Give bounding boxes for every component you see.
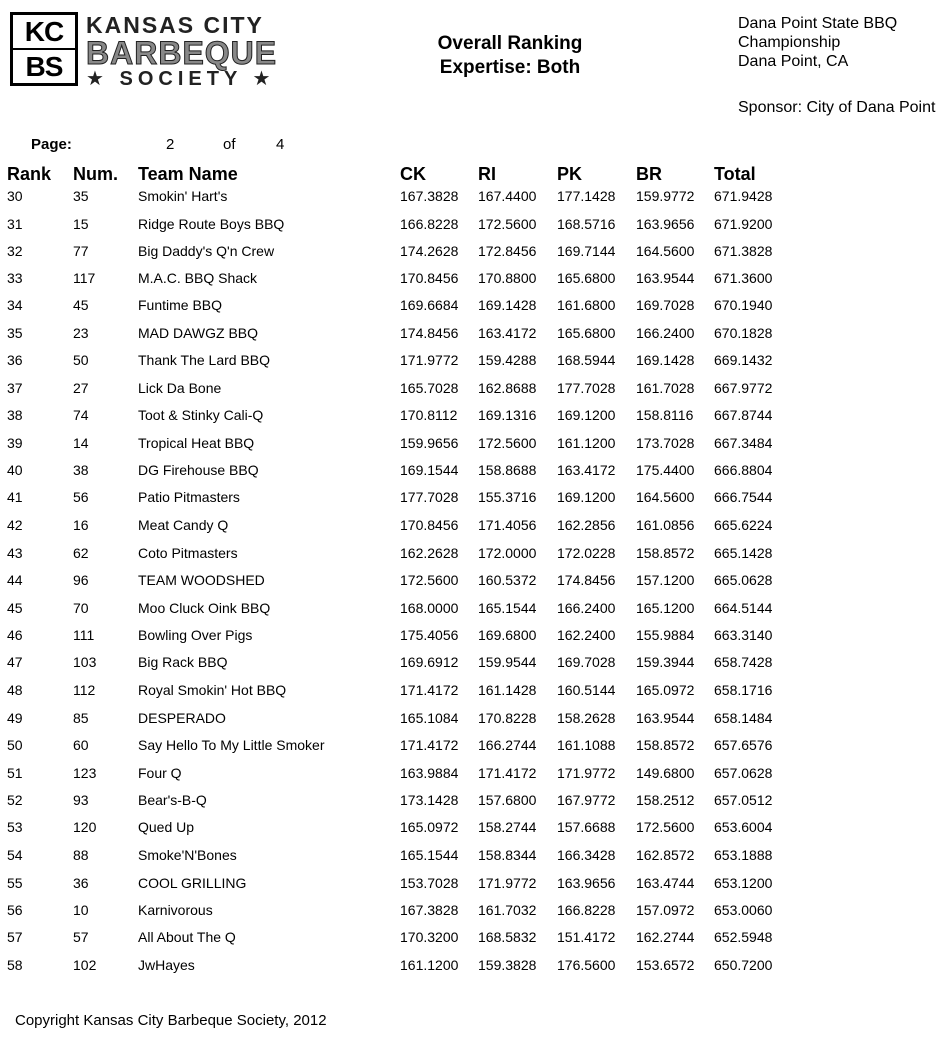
table-row — [0, 380, 950, 402]
cell-total: 653.1200 — [714, 875, 773, 891]
cell-br: 164.5600 — [636, 243, 695, 259]
cell-br: 158.8572 — [636, 545, 695, 561]
cell-team: M.A.C. BBQ Shack — [138, 270, 258, 286]
table-row — [0, 243, 950, 265]
cell-total: 652.5948 — [714, 929, 773, 945]
cell-rank: 42 — [7, 517, 23, 533]
cell-num: 77 — [73, 243, 89, 259]
cell-team: Royal Smokin' Hot BBQ — [138, 682, 287, 698]
cell-ri: 166.2744 — [478, 737, 537, 753]
cell-br: 166.2400 — [636, 325, 695, 341]
cell-team: Coto Pitmasters — [138, 545, 238, 561]
cell-ck: 171.9772 — [400, 352, 459, 368]
cell-ri: 159.3828 — [478, 957, 537, 973]
table-row — [0, 407, 950, 429]
cell-br: 164.5600 — [636, 489, 695, 505]
cell-total: 669.1432 — [714, 352, 773, 368]
cell-rank: 55 — [7, 875, 23, 891]
cell-rank: 44 — [7, 572, 23, 588]
cell-rank: 47 — [7, 654, 23, 670]
cell-rank: 43 — [7, 545, 23, 561]
cell-ck: 171.4172 — [400, 682, 459, 698]
cell-rank: 31 — [7, 216, 23, 232]
table-row — [0, 600, 950, 622]
logo-mark-top: KC — [13, 15, 75, 48]
table-row — [0, 929, 950, 951]
table-row — [0, 654, 950, 676]
cell-pk: 168.5716 — [557, 216, 616, 232]
cell-total: 663.3140 — [714, 627, 773, 643]
cell-br: 172.5600 — [636, 819, 695, 835]
cell-br: 158.2512 — [636, 792, 695, 808]
cell-total: 653.6004 — [714, 819, 773, 835]
cell-total: 665.1428 — [714, 545, 773, 561]
cell-ck: 171.4172 — [400, 737, 459, 753]
cell-ck: 170.8112 — [400, 407, 458, 423]
cell-total: 667.8744 — [714, 407, 773, 423]
cell-num: 112 — [73, 682, 96, 698]
cell-team: Four Q — [138, 765, 182, 781]
cell-num: 36 — [73, 875, 89, 891]
cell-ck: 170.8456 — [400, 270, 459, 286]
table-row — [0, 902, 950, 924]
table-row — [0, 216, 950, 238]
cell-ri: 172.8456 — [478, 243, 537, 259]
cell-pk: 177.7028 — [557, 380, 616, 396]
cell-rank: 46 — [7, 627, 23, 643]
cell-total: 658.1484 — [714, 710, 773, 726]
cell-rank: 35 — [7, 325, 23, 341]
cell-br: 149.6800 — [636, 765, 695, 781]
cell-total: 653.0060 — [714, 902, 773, 918]
cell-total: 658.1716 — [714, 682, 773, 698]
cell-rank: 53 — [7, 819, 23, 835]
table-row — [0, 710, 950, 732]
cell-br: 163.4744 — [636, 875, 695, 891]
cell-total: 671.3600 — [714, 270, 773, 286]
cell-ck: 168.0000 — [400, 600, 459, 616]
cell-br: 163.9544 — [636, 270, 695, 286]
cell-num: 103 — [73, 654, 97, 670]
cell-ck: 174.2628 — [400, 243, 459, 259]
cell-ck: 165.7028 — [400, 380, 459, 396]
cell-num: 117 — [73, 270, 96, 286]
cell-br: 158.8572 — [636, 737, 695, 753]
cell-br: 163.9544 — [636, 710, 695, 726]
cell-num: 16 — [73, 517, 89, 533]
cell-ri: 172.5600 — [478, 216, 537, 232]
cell-num: 120 — [73, 819, 97, 835]
table-row — [0, 847, 950, 869]
table-row — [0, 572, 950, 594]
cell-ri: 170.8228 — [478, 710, 537, 726]
cell-rank: 49 — [7, 710, 23, 726]
cell-rank: 33 — [7, 270, 23, 286]
cell-ri: 161.7032 — [478, 902, 537, 918]
table-row — [0, 270, 950, 292]
cell-ck: 167.3828 — [400, 188, 459, 204]
cell-rank: 52 — [7, 792, 23, 808]
cell-team: DESPERADO — [138, 710, 226, 726]
cell-ri: 169.6800 — [478, 627, 537, 643]
cell-pk: 169.7144 — [557, 243, 616, 259]
report-title-line-2: Expertise: Both — [439, 57, 581, 78]
cell-total: 670.1940 — [714, 297, 773, 313]
cell-num: 35 — [73, 188, 89, 204]
cell-rank: 37 — [7, 380, 23, 396]
logo-line-3: ★ SOCIETY ★ — [86, 68, 276, 90]
cell-team: Say Hello To My Little Smoker — [138, 737, 325, 753]
report-title-line-1: Overall Ranking — [437, 33, 583, 54]
cell-ri: 170.8800 — [478, 270, 537, 286]
cell-ri: 172.5600 — [478, 435, 537, 451]
cell-team: Lick Da Bone — [138, 380, 222, 396]
table-row — [0, 875, 950, 897]
table-row — [0, 627, 950, 649]
cell-num: 23 — [73, 325, 89, 341]
logo-wordmark — [86, 12, 277, 90]
cell-num: 50 — [73, 352, 89, 368]
event-name-line-1: Dana Point State BBQ — [738, 15, 898, 32]
cell-team: Funtime BBQ — [138, 297, 223, 313]
column-header-total: Total — [714, 164, 756, 184]
cell-team: Smoke'N'Bones — [138, 847, 237, 863]
cell-num: 123 — [73, 765, 97, 781]
cell-num: 38 — [73, 462, 89, 478]
cell-rank: 39 — [7, 435, 23, 451]
sponsor-text: Sponsor: City of Dana Point — [738, 99, 936, 116]
cell-rank: 32 — [7, 243, 23, 259]
cell-ck: 169.1544 — [400, 462, 459, 478]
event-info — [738, 14, 948, 71]
cell-br: 162.2744 — [636, 929, 695, 945]
table-row — [0, 297, 950, 319]
cell-pk: 165.6800 — [557, 325, 616, 341]
cell-br: 157.1200 — [636, 572, 695, 588]
cell-ri: 169.1316 — [478, 407, 537, 423]
cell-ck: 170.8456 — [400, 517, 459, 533]
table-row — [0, 462, 950, 484]
cell-ck: 165.1544 — [400, 847, 459, 863]
column-header-br: BR — [636, 164, 662, 184]
cell-ri: 172.0000 — [478, 545, 537, 561]
cell-team: COOL GRILLING — [138, 875, 247, 891]
cell-rank: 41 — [7, 489, 23, 505]
cell-pk: 176.5600 — [557, 957, 616, 973]
column-header-rank: Rank — [7, 164, 52, 184]
page-label: Page: — [31, 136, 72, 153]
cell-ck: 167.3828 — [400, 902, 459, 918]
cell-rank: 48 — [7, 682, 23, 698]
cell-pk: 161.1200 — [557, 435, 616, 451]
cell-num: 85 — [73, 710, 89, 726]
table-row — [0, 188, 950, 210]
cell-team: Thank The Lard BBQ — [138, 352, 271, 368]
cell-br: 169.1428 — [636, 352, 695, 368]
cell-team: Big Rack BBQ — [138, 654, 228, 670]
cell-ck: 161.1200 — [400, 957, 459, 973]
cell-ck: 169.6912 — [400, 654, 459, 670]
cell-total: 650.7200 — [714, 957, 773, 973]
logo-mark-bottom: BS — [13, 50, 75, 83]
cell-num: 27 — [73, 380, 89, 396]
cell-rank: 51 — [7, 765, 23, 781]
cell-team: Bear's-B-Q — [138, 792, 207, 808]
cell-total: 657.6576 — [714, 737, 773, 753]
table-row — [0, 435, 950, 457]
cell-br: 161.7028 — [636, 380, 695, 396]
cell-pk: 163.9656 — [557, 875, 616, 891]
cell-pk: 160.5144 — [557, 682, 616, 698]
cell-team: TEAM WOODSHED — [138, 572, 265, 588]
cell-ck: 165.0972 — [400, 819, 459, 835]
cell-ck: 163.9884 — [400, 765, 459, 781]
table-row — [0, 957, 950, 979]
cell-ri: 158.8344 — [478, 847, 537, 863]
cell-br: 159.9772 — [636, 188, 695, 204]
cell-pk: 157.6688 — [557, 819, 616, 835]
table-row — [0, 545, 950, 567]
cell-br: 173.7028 — [636, 435, 695, 451]
copyright-footer: Copyright Kansas City Barbeque Society, 2012 — [15, 1012, 327, 1029]
cell-br: 157.0972 — [636, 902, 695, 918]
cell-pk: 171.9772 — [557, 765, 616, 781]
cell-ck: 177.7028 — [400, 489, 459, 505]
cell-num: 111 — [73, 627, 95, 643]
cell-br: 165.1200 — [636, 600, 695, 616]
cell-pk: 166.3428 — [557, 847, 616, 863]
cell-ri: 168.5832 — [478, 929, 537, 945]
cell-pk: 162.2400 — [557, 627, 616, 643]
cell-pk: 172.0228 — [557, 545, 616, 561]
cell-team: Toot & Stinky Cali-Q — [138, 407, 264, 423]
cell-total: 670.1828 — [714, 325, 773, 341]
column-header-num: Num. — [73, 164, 118, 184]
cell-ri: 165.1544 — [478, 600, 537, 616]
cell-pk: 151.4172 — [557, 929, 616, 945]
cell-ri: 162.8688 — [478, 380, 537, 396]
cell-num: 56 — [73, 489, 89, 505]
cell-ri: 157.6800 — [478, 792, 537, 808]
cell-team: MAD DAWGZ BBQ — [138, 325, 259, 341]
cell-ri: 169.1428 — [478, 297, 537, 313]
cell-num: 60 — [73, 737, 89, 753]
cell-ck: 170.3200 — [400, 929, 459, 945]
event-location: Dana Point, CA — [738, 53, 849, 70]
cell-pk: 166.2400 — [557, 600, 616, 616]
cell-br: 163.9656 — [636, 216, 695, 232]
cell-total: 657.0512 — [714, 792, 773, 808]
cell-total: 665.0628 — [714, 572, 773, 588]
cell-total: 667.3484 — [714, 435, 773, 451]
cell-pk: 165.6800 — [557, 270, 616, 286]
cell-num: 57 — [73, 929, 89, 945]
cell-ck: 172.5600 — [400, 572, 459, 588]
cell-team: Big Daddy's Q'n Crew — [138, 243, 275, 259]
table-row — [0, 325, 950, 347]
cell-ri: 159.9544 — [478, 654, 537, 670]
cell-num: 96 — [73, 572, 89, 588]
cell-num: 88 — [73, 847, 89, 863]
cell-pk: 177.1428 — [557, 188, 616, 204]
cell-total: 664.5144 — [714, 600, 773, 616]
page-current: 2 — [166, 136, 175, 153]
logo-line-1: KANSAS CITY — [86, 12, 264, 38]
cell-team: Karnivorous — [138, 902, 213, 918]
cell-rank: 38 — [7, 407, 23, 423]
table-row — [0, 819, 950, 841]
cell-total: 671.3828 — [714, 243, 773, 259]
cell-pk: 174.8456 — [557, 572, 616, 588]
cell-team: Tropical Heat BBQ — [138, 435, 255, 451]
cell-pk: 158.2628 — [557, 710, 616, 726]
cell-ck: 174.8456 — [400, 325, 459, 341]
cell-ck: 175.4056 — [400, 627, 459, 643]
cell-num: 10 — [73, 902, 89, 918]
column-header-ck: CK — [400, 164, 426, 184]
cell-br: 159.3944 — [636, 654, 695, 670]
cell-ri: 159.4288 — [478, 352, 537, 368]
cell-ri: 171.4056 — [478, 517, 537, 533]
kcbs-logo — [10, 12, 285, 90]
cell-team: DG Firehouse BBQ — [138, 462, 259, 478]
cell-num: 102 — [73, 957, 97, 973]
cell-ri: 171.9772 — [478, 875, 537, 891]
cell-ck: 159.9656 — [400, 435, 459, 451]
cell-team: Smokin' Hart's — [138, 188, 228, 204]
cell-ck: 153.7028 — [400, 875, 459, 891]
cell-ck: 165.1084 — [400, 710, 459, 726]
logo-line-2: BARBEQUE — [86, 35, 278, 71]
cell-total: 653.1888 — [714, 847, 773, 863]
cell-ri: 155.3716 — [478, 489, 537, 505]
table-row — [0, 792, 950, 814]
cell-pk: 167.9772 — [557, 792, 616, 808]
cell-ri: 158.8688 — [478, 462, 537, 478]
cell-team: Meat Candy Q — [138, 517, 229, 533]
table-row — [0, 517, 950, 539]
cell-br: 169.7028 — [636, 297, 695, 313]
page-of: of — [223, 136, 236, 153]
cell-br: 153.6572 — [636, 957, 695, 973]
table-row — [0, 737, 950, 759]
cell-team: All About The Q — [138, 929, 236, 945]
cell-ri: 171.4172 — [478, 765, 537, 781]
cell-br: 155.9884 — [636, 627, 695, 643]
table-row — [0, 682, 950, 704]
cell-num: 93 — [73, 792, 89, 808]
cell-rank: 30 — [7, 188, 23, 204]
cell-team: Qued Up — [138, 819, 195, 835]
cell-rank: 57 — [7, 929, 23, 945]
cell-br: 158.8116 — [636, 407, 694, 423]
cell-pk: 162.2856 — [557, 517, 616, 533]
event-name-line-2: Championship — [738, 34, 841, 51]
cell-br: 165.0972 — [636, 682, 695, 698]
cell-team: Moo Cluck Oink BBQ — [138, 600, 271, 616]
column-header-pk: PK — [557, 164, 583, 184]
cell-pk: 169.7028 — [557, 654, 616, 670]
cell-total: 657.0628 — [714, 765, 773, 781]
cell-rank: 56 — [7, 902, 23, 918]
cell-ck: 162.2628 — [400, 545, 459, 561]
report-title — [380, 32, 640, 80]
cell-rank: 40 — [7, 462, 23, 478]
cell-total: 667.9772 — [714, 380, 773, 396]
cell-total: 666.8804 — [714, 462, 773, 478]
cell-num: 45 — [73, 297, 89, 313]
cell-rank: 58 — [7, 957, 23, 973]
cell-rank: 54 — [7, 847, 23, 863]
table-row — [0, 765, 950, 787]
cell-ri: 160.5372 — [478, 572, 537, 588]
table-row — [0, 489, 950, 511]
cell-rank: 36 — [7, 352, 23, 368]
cell-rank: 50 — [7, 737, 23, 753]
cell-br: 162.8572 — [636, 847, 695, 863]
cell-total: 671.9428 — [714, 188, 773, 204]
cell-pk: 169.1200 — [557, 489, 616, 505]
cell-ri: 158.2744 — [478, 819, 537, 835]
cell-ck: 173.1428 — [400, 792, 459, 808]
cell-ri: 167.4400 — [478, 188, 537, 204]
cell-rank: 34 — [7, 297, 23, 313]
cell-num: 14 — [73, 435, 89, 451]
kcbs-logo-mark — [10, 12, 78, 86]
cell-num: 74 — [73, 407, 89, 423]
cell-pk: 166.8228 — [557, 902, 616, 918]
cell-total: 666.7544 — [714, 489, 773, 505]
cell-ck: 169.6684 — [400, 297, 459, 313]
column-header-team: Team Name — [138, 164, 238, 184]
cell-total: 665.6224 — [714, 517, 773, 533]
cell-ri: 161.1428 — [478, 682, 537, 698]
cell-pk: 169.1200 — [557, 407, 616, 423]
cell-pk: 163.4172 — [557, 462, 616, 478]
table-row — [0, 352, 950, 374]
cell-pk: 161.1088 — [557, 737, 616, 753]
cell-br: 161.0856 — [636, 517, 695, 533]
cell-team: JwHayes — [138, 957, 195, 973]
cell-pk: 161.6800 — [557, 297, 616, 313]
cell-team: Bowling Over Pigs — [138, 627, 253, 643]
column-header-ri: RI — [478, 164, 496, 184]
cell-total: 671.9200 — [714, 216, 773, 232]
cell-pk: 168.5944 — [557, 352, 616, 368]
cell-br: 175.4400 — [636, 462, 695, 478]
cell-num: 62 — [73, 545, 89, 561]
cell-num: 15 — [73, 216, 89, 232]
cell-team: Patio Pitmasters — [138, 489, 240, 505]
cell-team: Ridge Route Boys BBQ — [138, 216, 285, 232]
cell-total: 658.7428 — [714, 654, 773, 670]
page-total: 4 — [276, 136, 285, 153]
cell-ri: 163.4172 — [478, 325, 537, 341]
cell-ck: 166.8228 — [400, 216, 459, 232]
cell-num: 70 — [73, 600, 89, 616]
cell-rank: 45 — [7, 600, 23, 616]
